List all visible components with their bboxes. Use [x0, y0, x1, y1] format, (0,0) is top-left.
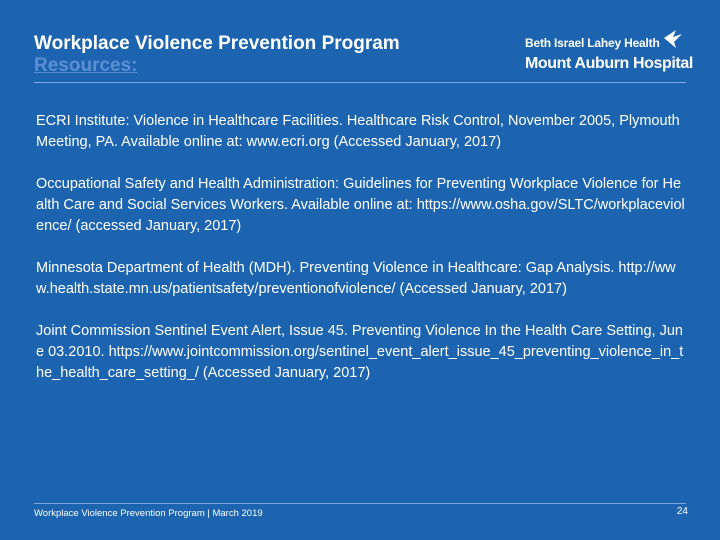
footer-divider: [34, 503, 686, 504]
reference-item: ECRI Institute: Violence in Healthcare Facilities. Healthcare Risk Control, November 2005, Plymouth Meeting, PA. Available online at: www.ecri.org (Accessed January, 2017): [36, 113, 680, 150]
reference-item: Joint Commission Sentinel Event Alert, Issue 45. Preventing Violence In the Health Care Setting, June 03.2010. https://www.jointcommission.org/sentinel_event_alert_issue_45_preventing_violence_in_the_health_care_setting_/ (Accessed January, 2017): [36, 323, 684, 381]
page-title: Workplace Violence Prevention Program: [34, 33, 400, 54]
header-divider: [34, 82, 686, 83]
page-subtitle: Resources:: [34, 55, 138, 76]
references-list: [36, 111, 686, 405]
bird-logo-icon: [662, 28, 684, 50]
footer-text: Workplace Violence Prevention Program | March 2019: [34, 508, 263, 519]
logo-line-1: Beth Israel Lahey Health: [525, 36, 660, 50]
reference-item: Occupational Safety and Health Administration: Guidelines for Preventing Workplace Violence for Health Care and Social Services Workers. Available online at: https://www.osha.gov/SLTC/workplaceviolence/ (accessed January, 2017): [36, 176, 685, 234]
logo-line-2: Mount Auburn Hospital: [525, 55, 693, 72]
reference-item: Minnesota Department of Health (MDH). Preventing Violence in Healthcare: Gap Analysis. http://www.health.state.mn.us/patientsafety/preventionofviolence/ (Accessed January, 2017): [36, 260, 676, 297]
hospital-logo: [524, 28, 693, 74]
page-number: 24: [676, 506, 688, 517]
